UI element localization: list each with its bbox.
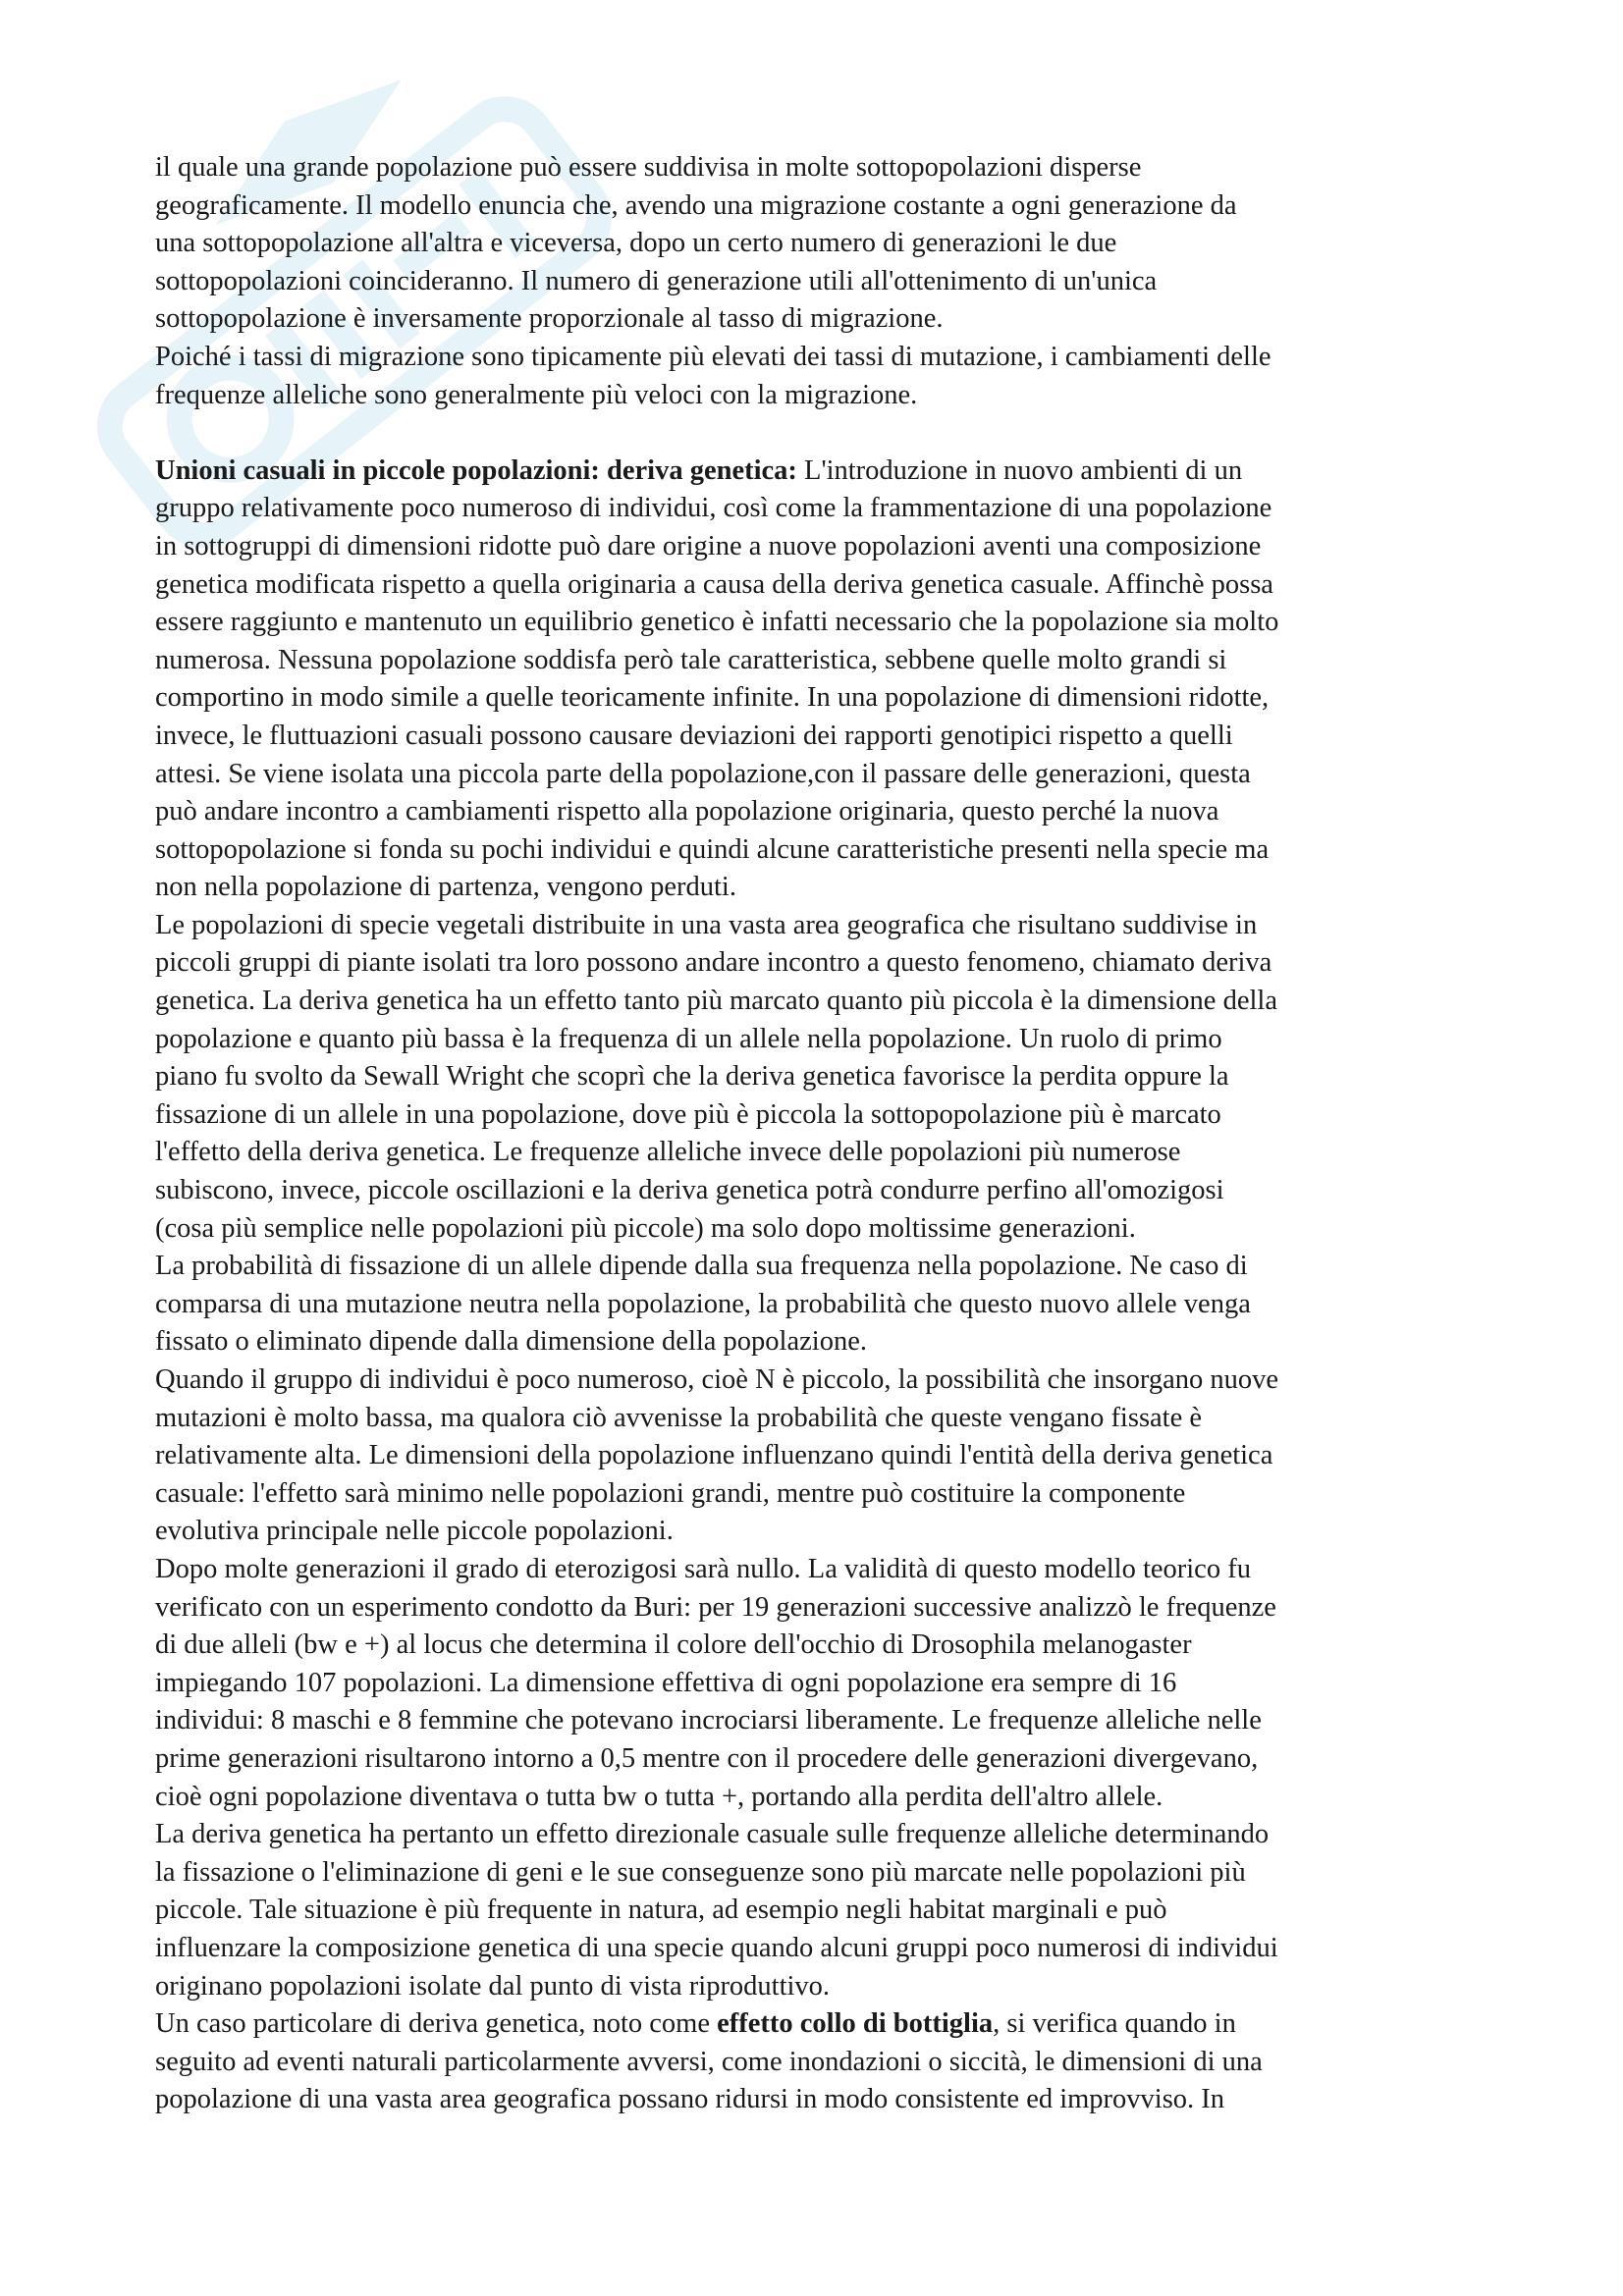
bottleneck-term: effetto collo di bottiglia bbox=[717, 2008, 994, 2040]
text-line: piccole. Tale situazione è più frequente in natura, ad esempio negli habitat marginali e può bbox=[155, 1895, 1167, 1926]
text-line: (cosa più semplice nelle popolazioni più piccole) ma solo dopo moltissime generazioni. bbox=[155, 1212, 1136, 1244]
text-line: evolutiva principale nelle piccole popolazioni. bbox=[155, 1516, 674, 1547]
text-line: relativamente alta. Le dimensioni della popolazione influenzano quindi l'entità della deriva genetica bbox=[155, 1440, 1273, 1471]
bottleneck-after: , si verifica quando in bbox=[993, 2008, 1236, 2040]
text-line: La probabilità di fissazione di un allele dipende dalla sua frequenza nella popolazione. Ne caso di bbox=[155, 1251, 1248, 1282]
text-line: l'effetto della deriva genetica. Le frequenze alleliche invece delle popolazioni più numerose bbox=[155, 1137, 1181, 1168]
text-line: originano popolazioni isolate dal punto di vista riproduttivo. bbox=[155, 1970, 831, 2002]
text-line: sottopopolazioni coincideranno. Il numero di generazione utili all'ottenimento di un'unica bbox=[155, 265, 1158, 296]
text-line: comportino in modo simile a quelle teoricamente infinite. In una popolazione di dimensioni ridotte, bbox=[155, 682, 1270, 714]
text-line: in sottogruppi di dimensioni ridotte può dare origine a nuove popolazioni aventi una composizione bbox=[155, 530, 1262, 561]
text-line: frequenze alleliche sono generalmente più veloci con la migrazione. bbox=[155, 379, 918, 410]
text-line: Le popolazioni di specie vegetali distribuite in una vasta area geografica che risultano suddivise in bbox=[155, 909, 1258, 940]
migration-paragraph bbox=[155, 149, 1490, 414]
genetic-drift-section bbox=[155, 453, 1490, 2119]
text-line: verificato con un esperimento condotto da Buri: per 19 generazioni successive analizzò le frequenze bbox=[155, 1591, 1276, 1623]
section-heading: Unioni casuali in piccole popolazioni: deriva genetica: bbox=[155, 454, 797, 486]
text-line: influenzare la composizione genetica di una specie quando alcuni gruppi poco numerosi di individui bbox=[155, 1932, 1278, 1963]
text-line: cioè ogni popolazione diventava o tutta bw o tutta +, portando alla perdita dell'altro allele. bbox=[155, 1781, 1163, 1812]
text-line: invece, le fluttuazioni casuali possono causare deviazioni dei rapporti genotipici rispetto a quelli bbox=[155, 720, 1233, 751]
text-line: mutazioni è molto bassa, ma qualora ciò avvenisse la probabilità che queste vengano fissate è bbox=[155, 1402, 1203, 1433]
text-line: fissato o eliminato dipende dalla dimensione della popolazione. bbox=[155, 1326, 867, 1358]
text-line: genetica modificata rispetto a quella originaria a causa della deriva genetica casuale. Affinchè possa bbox=[155, 568, 1273, 600]
document-page bbox=[155, 149, 1490, 2119]
text-line: seguito ad eventi naturali particolarmente avversi, come inondazioni o siccità, le dimensioni di una bbox=[155, 2046, 1263, 2077]
text-line: geograficamente. Il modello enuncia che, avendo una migrazione costante a ogni generazione da bbox=[155, 189, 1237, 221]
text-line: fissazione di un allele in una popolazione, dove più è piccola la sottopopolazione più è marcato bbox=[155, 1098, 1221, 1130]
text-line: comparsa di una mutazione neutra nella popolazione, la probabilità che questo nuovo allele venga bbox=[155, 1288, 1251, 1319]
text-line: subiscono, invece, piccole oscillazioni e la deriva genetica potrà condurre perfino all'omozigosi bbox=[155, 1175, 1224, 1206]
bottleneck-line bbox=[155, 2005, 1490, 2044]
text-line: popolazione di una vasta area geografica possano ridursi in modo consistente ed improvviso. In bbox=[155, 2084, 1225, 2115]
text-line: popolazione e quanto più bassa è la frequenza di un allele nella popolazione. Un ruolo di primo bbox=[155, 1023, 1222, 1054]
bottleneck-before: Un caso particolare di deriva genetica, noto come bbox=[155, 2008, 718, 2040]
text-line: individui: 8 maschi e 8 femmine che potevano incrociarsi liberamente. Le frequenze alleliche nelle bbox=[155, 1705, 1262, 1736]
text-line: casuale: l'effetto sarà minimo nelle popolazioni grandi, mentre può costituire la componente bbox=[155, 1477, 1186, 1509]
text-line: la fissazione o l'eliminazione di geni e le sue conseguenze sono più marcate nelle popolazioni più bbox=[155, 1856, 1246, 1888]
text-line: numerosa. Nessuna popolazione soddisfa però tale caratteristica, sebbene quelle molto grandi si bbox=[155, 644, 1227, 675]
text-line: il quale una grande popolazione può essere suddivisa in molte sottopopolazioni disperse bbox=[155, 152, 1142, 183]
text-line: genetica. La deriva genetica ha un effetto tanto più marcato quanto più piccola è la dimensione della bbox=[155, 986, 1277, 1017]
text-line: può andare incontro a cambiamenti rispetto alla popolazione originaria, questo perché la nuova bbox=[155, 796, 1219, 828]
text-line: Quando il gruppo di individui è poco numeroso, cioè N è piccolo, la possibilità che insorgano nuove bbox=[155, 1364, 1279, 1395]
text-line: gruppo relativamente poco numeroso di individui, così come la frammentazione di una popolazione bbox=[155, 493, 1272, 524]
text-line: una sottopopolazione all'altra e viceversa, dopo un certo numero di generazioni le due bbox=[155, 228, 1117, 259]
text-line: piano fu svolto da Sewall Wright che scoprì che la deriva genetica favorisce la perdita oppure la bbox=[155, 1061, 1229, 1093]
text-line: Dopo molte generazioni il grado di eterozigosi sarà nullo. La validità di questo modello teorico fu bbox=[155, 1553, 1251, 1584]
text-line: La deriva genetica ha pertanto un effetto direzionale casuale sulle frequenze alleliche determinando bbox=[155, 1819, 1270, 1850]
section-first-line bbox=[155, 453, 1490, 491]
text-line: di due alleli (bw e +) al locus che determina il colore dell'occhio di Drosophila melanogaster bbox=[155, 1629, 1192, 1661]
text-line: impiegando 107 popolazioni. La dimensione effettiva di ogni popolazione era sempre di 16 bbox=[155, 1667, 1177, 1698]
text-line: Poiché i tassi di migrazione sono tipicamente più elevati dei tassi di mutazione, i cambiamenti delle bbox=[155, 341, 1271, 372]
text-line: sottopopolazione si fonda su pochi individui e quindi alcune caratteristiche presenti nella specie ma bbox=[155, 833, 1270, 865]
text-line: non nella popolazione di partenza, vengono perduti. bbox=[155, 872, 736, 903]
text-line: prime generazioni risultarono intorno a 0,5 mentre con il procedere delle generazioni divergevano, bbox=[155, 1742, 1259, 1774]
section-first-line-rest: L'introduzione in nuovo ambienti di un bbox=[796, 454, 1243, 486]
text-line: sottopopolazione è inversamente proporzionale al tasso di migrazione. bbox=[155, 303, 944, 335]
text-line: piccoli gruppi di piante isolati tra loro possono andare incontro a questo fenomeno, chiamato deriva bbox=[155, 947, 1272, 979]
text-line: essere raggiunto e mantenuto un equilibrio genetico è infatti necessario che la popolazione sia molto bbox=[155, 607, 1279, 638]
text-line: attesi. Se viene isolata una piccola parte della popolazione,con il passare delle generazioni, questa bbox=[155, 758, 1251, 789]
